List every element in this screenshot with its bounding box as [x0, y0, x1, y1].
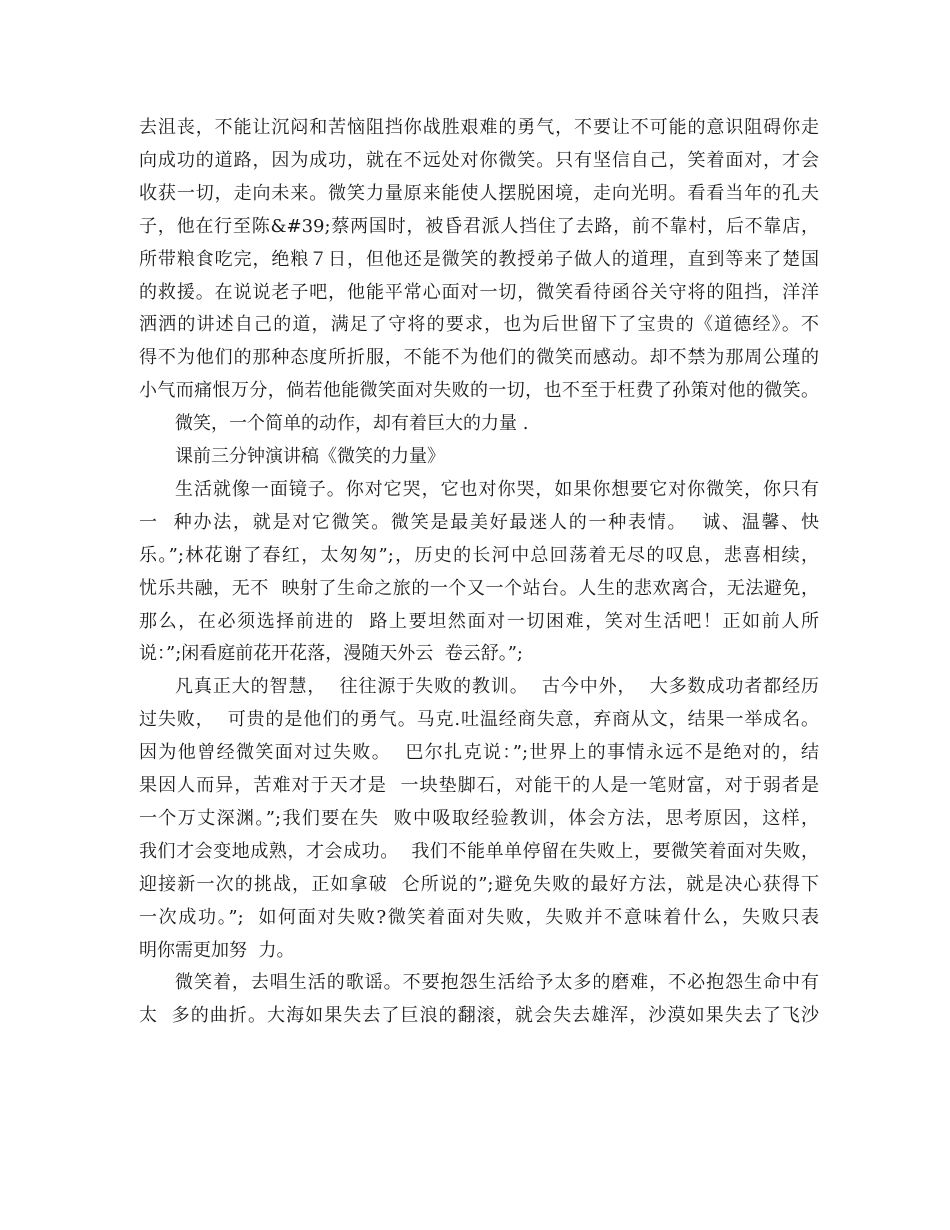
text-line: 一个万丈深渊。”;我们要在失 败中吸取经验教训，体会方法，思考原因，这样，	[139, 807, 819, 829]
text-line: 子，他在行至陈&#39;蔡两国时，被昏君派人挡住了去路，前不靠村，后不靠店，	[139, 215, 819, 237]
text-line: 说：”;闲看庭前花开花落，漫随天外云 卷云舒。”;	[139, 643, 523, 665]
text-line: 忧乐共融，无不 映射了生命之旅的一个又一个站台。人生的悲欢离合，无法避免，	[139, 577, 819, 599]
text-line: 向成功的道路，因为成功，就在不远处对你微笑。只有坚信自己，笑着面对，才会	[139, 149, 819, 171]
text-line: 微笑，一个简单的动作，却有着巨大的力量 .	[175, 413, 529, 435]
text-line: 的救援。在说说老子吧，他能平常心面对一切，微笑看待函谷关守将的阻挡，洋洋	[139, 281, 819, 303]
text-line: 收获一切，走向未来。微笑力量原来能使人摆脱困境，走向光明。看看当年的孔夫	[139, 182, 819, 204]
text-line: 我们才会变地成熟，才会成功。 我们不能单单停留在失败上，要微笑着面对失败，	[139, 840, 819, 862]
text-line: 乐。”;林花谢了春红，太匆匆”;，历史的长河中总回荡着无尽的叹息，悲喜相续，	[139, 544, 819, 566]
text-line: 果因人而异，苦难对于天才是 一块垫脚石，对能干的人是一笔财富，对于弱者是	[139, 775, 819, 796]
text-line: 一次成功。”; 如何面对失败?微笑着面对失败，失败并不意味着什么，失败只表	[139, 906, 819, 928]
text-line: 去沮丧，不能让沉闷和苦恼阻挡你战胜艰难的勇气，不要让不可能的意识阻碍你走	[139, 117, 819, 138]
text-line: 那么，在必须选择前进的 路上要坦然面对一切困难，笑对生活吧！正如前人所	[139, 610, 819, 632]
text-line: 太 多的曲折。大海如果失去了巨浪的翻滚，就会失去雄浑，沙漠如果失去了飞沙	[139, 1005, 819, 1027]
text-line: 因为他曾经微笑面对过失败。 巴尔扎克说：”;世界上的事情永远不是绝对的，结	[139, 742, 819, 764]
text-line: 得不为他们的那种态度所折服，不能不为他们的微笑而感动。却不禁为那周公瑾的	[139, 347, 819, 369]
section-heading: 课前三分钟演讲稿《微笑的力量》	[175, 446, 445, 467]
text-line: 明你需更加努 力。	[139, 939, 295, 961]
text-line: 微笑着，去唱生活的歌谣。不要抱怨生活给予太多的磨难，不必抱怨生命中有	[175, 972, 819, 994]
text-line: 洒洒的讲述自己的道，满足了守将的要求，也为后世留下了宝贵的《道德经》。不	[139, 314, 819, 336]
text-line: 迎接新一次的挑战，正如拿破 仑所说的”;避免失败的最好方法，就是决心获得下	[139, 873, 819, 895]
text-line: 凡真正大的智慧， 往往源于失败的教训。 古今中外， 大多数成功者都经历	[175, 676, 819, 698]
text-line: 过失败， 可贵的是他们的勇气。马克.吐温经商失意，弃商从文，结果一举成名。	[139, 709, 819, 731]
text-line: 小气而痛恨万分，倘若他能微笑面对失败的一切，也不至于枉费了孙策对他的微笑。	[139, 380, 819, 402]
text-line: 所带粮食吃完，绝粮７日，但他还是微笑的教授弟子做人的道理，直到等来了楚国	[139, 248, 819, 270]
text-line: 一 种办法，就是对它微笑。微笑是最美好最迷人的一种表情。 诚、温馨、快	[139, 511, 819, 533]
text-line: 生活就像一面镜子。你对它哭，它也对你哭，如果你想要它对你微笑，你只有	[175, 478, 819, 500]
